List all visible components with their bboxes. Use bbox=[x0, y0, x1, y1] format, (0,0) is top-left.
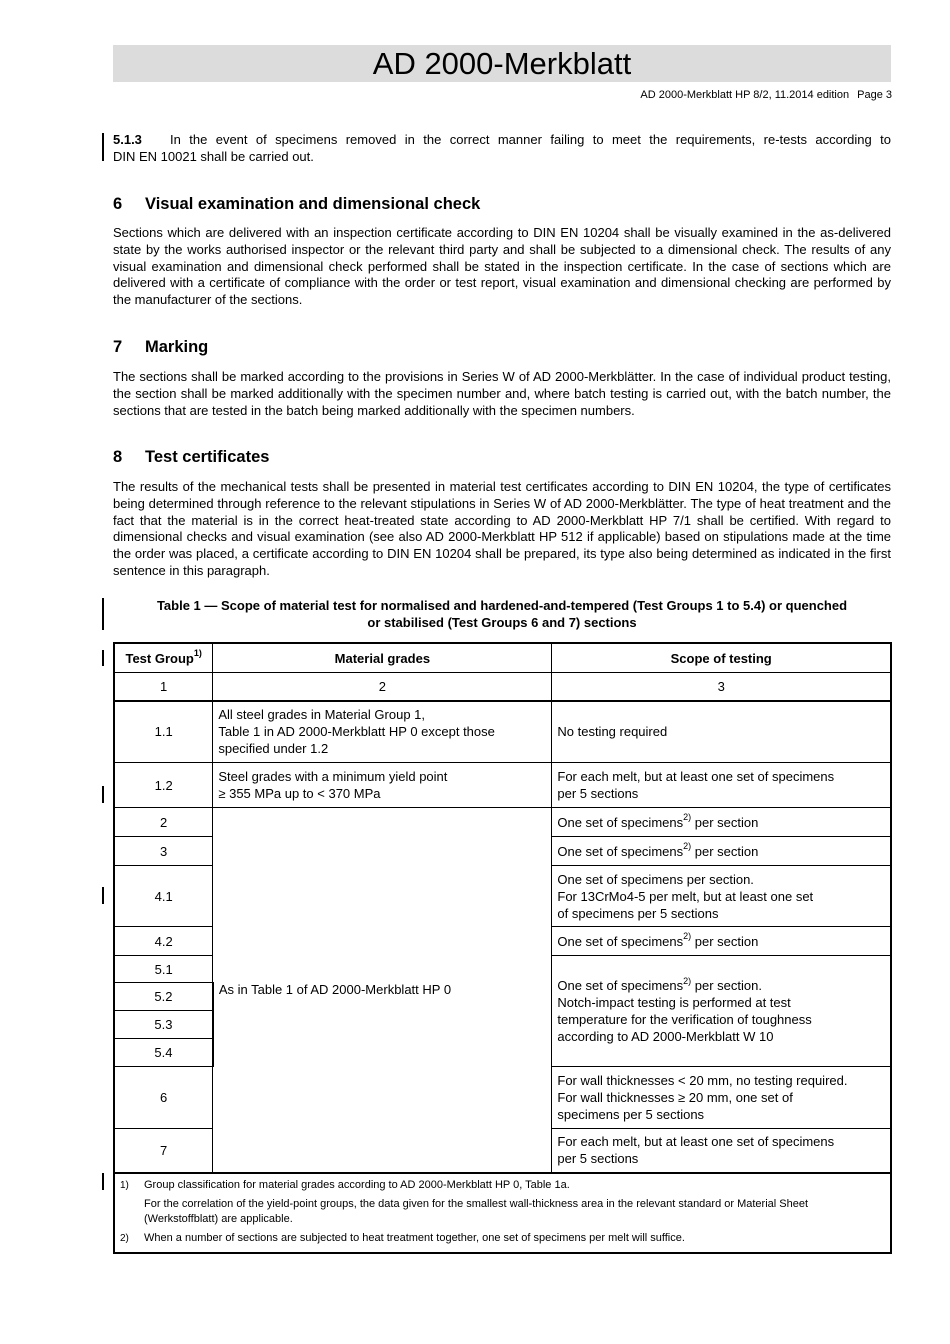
scope-cell bbox=[552, 837, 891, 866]
scope-text: One set of specimens bbox=[557, 814, 684, 830]
scope-text: per section bbox=[691, 933, 759, 949]
cell-line: For wall thicknesses < 20 mm, no testing required. bbox=[557, 1073, 848, 1088]
column-number-row bbox=[114, 673, 891, 701]
clause-5-1-3 bbox=[113, 132, 891, 166]
scope-text: One set of specimens bbox=[557, 843, 684, 859]
test-group-cell: 1.1 bbox=[114, 701, 213, 763]
section-number: 8 bbox=[113, 448, 123, 466]
change-bar bbox=[102, 133, 104, 161]
scope-cell bbox=[552, 763, 891, 808]
scope-text: per section. bbox=[691, 978, 762, 993]
test-group-cell: 6 bbox=[114, 1067, 213, 1129]
table-row bbox=[114, 808, 891, 837]
clause-text-line2: DIN EN 10021 shall be carried out. bbox=[113, 148, 314, 164]
footnote-label: 2) bbox=[120, 1232, 129, 1244]
cell-line: specimens per 5 sections bbox=[557, 1107, 705, 1122]
header-scope: Scope of testing bbox=[552, 643, 891, 673]
merged-material-grades-cell: As in Table 1 of AD 2000-Merkblatt HP 0 bbox=[213, 808, 552, 1173]
footnote-row bbox=[114, 1173, 891, 1253]
footnote-1 bbox=[120, 1178, 885, 1193]
edition-line bbox=[640, 89, 892, 101]
change-bar bbox=[102, 1173, 104, 1190]
section-number: 6 bbox=[113, 195, 123, 213]
scope-cell bbox=[552, 956, 891, 1067]
footnote-ref: 2) bbox=[683, 931, 692, 942]
test-group-cell: 5.3 bbox=[114, 1011, 213, 1039]
caption-line: Table 1 — Scope of material test for normalised and hardened-and-tempered (Test Groups 1 to 5.4) or quenched bbox=[156, 598, 848, 613]
footnote-text: When a number of sections are subjected to heat treatment together, one set of specimens per melt will suffice. bbox=[144, 1231, 685, 1244]
test-group-cell: 2 bbox=[114, 808, 213, 837]
footnotes-cell bbox=[114, 1173, 891, 1253]
footnote-ref: 1) bbox=[193, 648, 202, 659]
scope-text: per section bbox=[691, 843, 759, 859]
change-bar bbox=[102, 887, 104, 904]
page-number: Page 3 bbox=[857, 89, 892, 101]
header-material-grades: Material grades bbox=[213, 643, 552, 673]
cell-line: Steel grades with a minimum yield point bbox=[218, 769, 448, 784]
cell-line: For each melt, but at least one set of specimens bbox=[557, 1134, 835, 1150]
cell-line: One set of specimens per section. bbox=[557, 871, 754, 887]
footnote-ref: 2) bbox=[683, 975, 692, 986]
scope-cell bbox=[552, 808, 891, 837]
test-group-cell: 5.4 bbox=[114, 1039, 213, 1067]
document-title: AD 2000-Merkblatt bbox=[113, 45, 891, 82]
section-7-heading bbox=[113, 338, 208, 357]
material-grades-cell bbox=[213, 763, 552, 808]
cell-line: Notch-impact testing is performed at test bbox=[557, 995, 791, 1010]
column-number: 3 bbox=[552, 673, 891, 701]
test-group-cell: 3 bbox=[114, 837, 213, 866]
column-number: 1 bbox=[114, 673, 213, 701]
test-group-cell: 7 bbox=[114, 1129, 213, 1173]
footnote-ref: 2) bbox=[683, 812, 692, 823]
section-title: Marking bbox=[145, 338, 209, 356]
clause-text-line1: In the event of specimens removed in the correct manner failing to meet the requirements, re-tests according to bbox=[170, 132, 891, 147]
cell-line: For 13CrMo4-5 per melt, but at least one set bbox=[557, 888, 814, 904]
scope-text: One set of specimens bbox=[557, 978, 684, 993]
table-row bbox=[114, 701, 891, 763]
section-6-text: Sections which are delivered with an inspection certificate according to DIN EN 10204 shall be visually examined in the as-delivered state by the works authorised inspector or the relevant third party and shall be subjected to a dimensional check. The results of any visual examination and dimensional check performed shall be stated in the inspection certificate. In the case of sections which are delivered with a certificate of compliance with the order or test report, visual examination and dimensional checking are performed by the manufacturer of the sections. bbox=[113, 225, 891, 308]
test-scope-table bbox=[113, 642, 892, 1254]
section-title: Test certificates bbox=[145, 448, 270, 466]
cell-line: per 5 sections bbox=[557, 1151, 639, 1167]
table-row bbox=[114, 763, 891, 808]
table-header-row bbox=[114, 643, 891, 673]
scope-cell: No testing required bbox=[552, 701, 891, 763]
change-bar bbox=[102, 786, 104, 803]
clause-number: 5.1.3 bbox=[113, 132, 142, 147]
footnote-label: 1) bbox=[120, 1179, 129, 1191]
scope-text: per section bbox=[691, 814, 759, 830]
cell-line: All steel grades in Material Group 1, bbox=[218, 707, 425, 723]
section-6-heading bbox=[113, 195, 480, 214]
footnote-2 bbox=[120, 1231, 885, 1246]
cell-line: For each melt, but at least one set of specimens bbox=[557, 769, 835, 784]
change-bar bbox=[102, 650, 104, 666]
cell-line: For wall thicknesses ≥ 20 mm, one set of bbox=[557, 1090, 793, 1105]
section-number: 7 bbox=[113, 338, 123, 356]
section-7-text: The sections shall be marked according to the provisions in Series W of AD 2000-Merkblätter. In the case of individual product testing, the section shall be marked additionally with the specimen number and, where batch testing is carried out, with the batch number, the sections that are tested in the batch being marked additionally with the specimen numbers. bbox=[113, 369, 891, 418]
scope-text: One set of specimens bbox=[557, 933, 684, 949]
section-title: Visual examination and dimensional check bbox=[145, 195, 481, 213]
header-test-group bbox=[114, 643, 213, 673]
scope-cell bbox=[552, 927, 891, 956]
scope-cell bbox=[552, 866, 891, 927]
footnote-text: For the correlation of the yield-point groups, the data given for the smallest wall-thickness area in the relevant standard or Material Sheet (Werkstoffblatt) are applicable. bbox=[144, 1197, 809, 1225]
section-8-text: The results of the mechanical tests shall be presented in material test certificates according to DIN EN 10204, the type of certificates being determined through reference to the relevant stipulations in Series W of AD 2000-Merkblätter. The type of heat treatment and the fact that the material is in the correct heat-treated state according to AD 2000-Merkblatt HP 7/1 shall be certified. With regard to dimensional checks and visual examination (see also AD 2000-Merkblatt HP 512 if applicable) based on stipulations made at the time the order was placed, a certificate according to DIN EN 10204 shall be prepared, its type also being determined as indicated in the first sentence in this paragraph. bbox=[113, 479, 891, 578]
column-number: 2 bbox=[213, 673, 552, 701]
edition-text: AD 2000-Merkblatt HP 8/2, 11.2014 edition bbox=[640, 89, 850, 101]
footnote-ref: 2) bbox=[683, 841, 692, 852]
test-group-cell: 5.2 bbox=[114, 983, 213, 1011]
section-8-heading bbox=[113, 448, 269, 467]
header-label: Test Group bbox=[125, 650, 194, 666]
test-group-cell: 4.1 bbox=[114, 866, 213, 927]
footnote-1-continued bbox=[120, 1197, 885, 1227]
test-group-cell: 1.2 bbox=[114, 763, 213, 808]
material-grades-cell bbox=[213, 701, 552, 763]
cell-line: per 5 sections bbox=[557, 786, 639, 801]
cell-line: of specimens per 5 sections bbox=[557, 905, 719, 921]
test-group-cell: 4.2 bbox=[114, 927, 213, 956]
table-caption bbox=[113, 597, 891, 631]
caption-line: or stabilised (Test Groups 6 and 7) sections bbox=[367, 615, 637, 630]
cell-line: temperature for the verification of toughness bbox=[557, 1012, 812, 1027]
scope-cell bbox=[552, 1129, 891, 1173]
footnote-text: Group classification for material grades according to AD 2000-Merkblatt HP 0, Table 1a. bbox=[144, 1178, 570, 1191]
test-group-cell: 5.1 bbox=[114, 956, 213, 983]
cell-line: Table 1 in AD 2000-Merkblatt HP 0 except those bbox=[218, 724, 495, 740]
cell-line: specified under 1.2 bbox=[218, 741, 329, 757]
cell-line: ≥ 355 MPa up to < 370 MPa bbox=[218, 786, 381, 801]
scope-cell bbox=[552, 1067, 891, 1129]
cell-line: according to AD 2000-Merkblatt W 10 bbox=[557, 1029, 774, 1044]
change-bar bbox=[102, 598, 104, 630]
